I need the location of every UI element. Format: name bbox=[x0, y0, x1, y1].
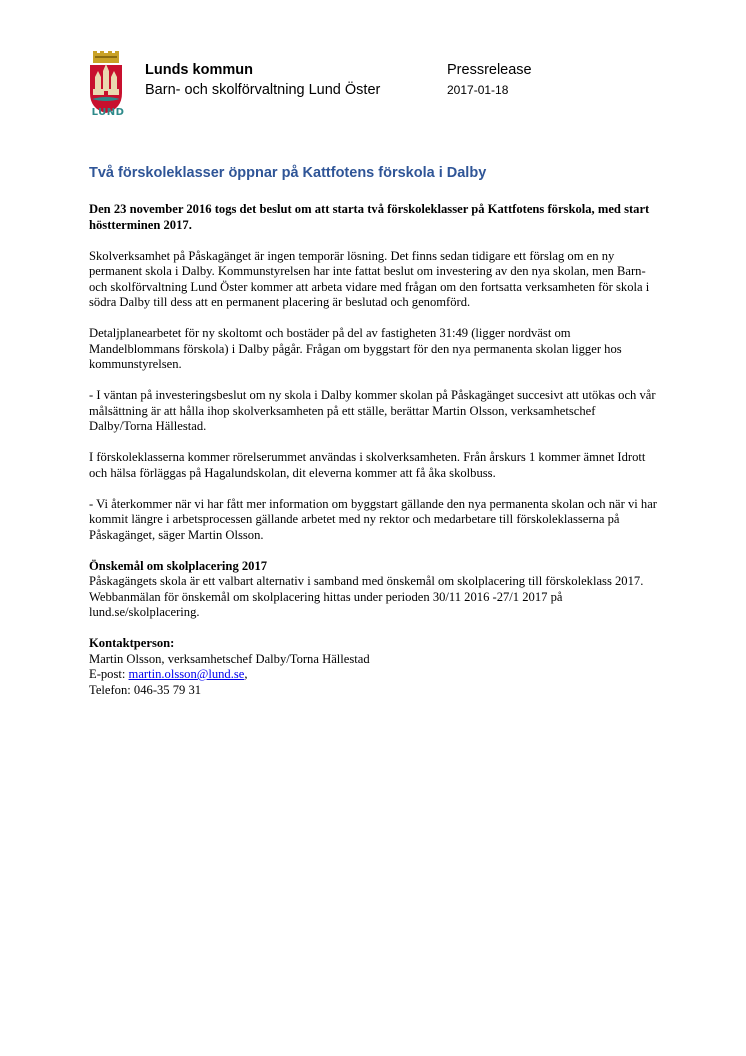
contact-name: Martin Olsson, verksamhetschef Dalby/Torna Hällestad bbox=[89, 651, 370, 666]
email-link[interactable]: martin.olsson@lund.se bbox=[128, 667, 245, 681]
organization-name: Lunds kommun bbox=[145, 62, 253, 78]
placement-heading: Önskemål om skolplacering 2017 bbox=[89, 558, 268, 573]
release-date: 2017-01-18 bbox=[447, 83, 509, 97]
email-suffix: , bbox=[244, 667, 248, 681]
paragraph-1: Skolverksamhet på Påskagänget är ingen temporär lösning. Det finns sedan tidigare ett förslag om en ny permanent skola i Dalby. Kommunstyrelsen har inte fattat beslut om investering av den nya skolan, men Barn-och skolförvaltning Lund Öster kommer att arbeta vidare med frågan om den fortsatta verksamheten för skola i södra Dalby till dess att en permanent placering är beslutad och genomförd. bbox=[89, 248, 650, 309]
email-label: E-post: bbox=[89, 667, 129, 681]
paragraph-3: - I väntan på investeringsbeslut om ny skola i Dalby kommer skolan på Påskagänget succesivt att utökas och vår målsättning är att hålla ihop skolverksamheten på ett ställe, berättar Martin Olsson, verksamhetschef Dalby/Torna Hällestad. bbox=[89, 388, 656, 433]
paragraph-5: - Vi återkommer när vi har fått mer information om byggstart gällande den nya permanenta skolan och när vi har kommit längre i arbetsprocessen gällande arbetet med ny rektor och medarbetare till förskoleklasserna på Påskagänget, säger Martin Olsson. bbox=[89, 496, 657, 542]
lead-paragraph: Den 23 november 2016 togs det beslut om att starta två förskoleklasser på Kattfotens förskola, med start höstterminen 2017. bbox=[89, 202, 650, 232]
paragraph-2: Detaljplanearbetet för ny skoltomt och bostäder på del av fastigheten 31:49 (ligger nordväst om Mandelblommans förskola) i Dalby pågår. Frågan om byggstart för den nya permanenta skolan ligger hos kommunstyrelsen. bbox=[89, 326, 622, 371]
department-name: Barn- och skolförvaltning Lund Öster bbox=[145, 82, 381, 98]
placement-text: Påskagängets skola är ett valbart alternativ i samband med önskemål om skolplacering till förskoleklass 2017. Webbanmälan för önskemål om skolplacering hittas under perioden 30/11 2016 -27/1 2017 på lund.se/skolplacering. bbox=[89, 574, 644, 619]
article-body bbox=[89, 202, 659, 714]
document-type: Pressrelease bbox=[447, 62, 532, 78]
contact-section bbox=[89, 636, 659, 698]
contact-heading: Kontaktperson: bbox=[89, 636, 175, 650]
contact-phone: Telefon: 046-35 79 31 bbox=[89, 682, 202, 697]
placement-section bbox=[89, 559, 659, 621]
logo-wordmark: LUND bbox=[91, 107, 125, 118]
paragraph-4: I förskoleklasserna kommer rörelserummet användas i skolverksamheten. Från årskurs 1 kommer ämnet Idrott och hälsa förläggas på Hagalundskolan, dit eleverna kommer att få åka skolbuss. bbox=[89, 450, 646, 480]
page-title: Två förskoleklasser öppnar på Kattfotens förskola i Dalby bbox=[89, 165, 487, 181]
